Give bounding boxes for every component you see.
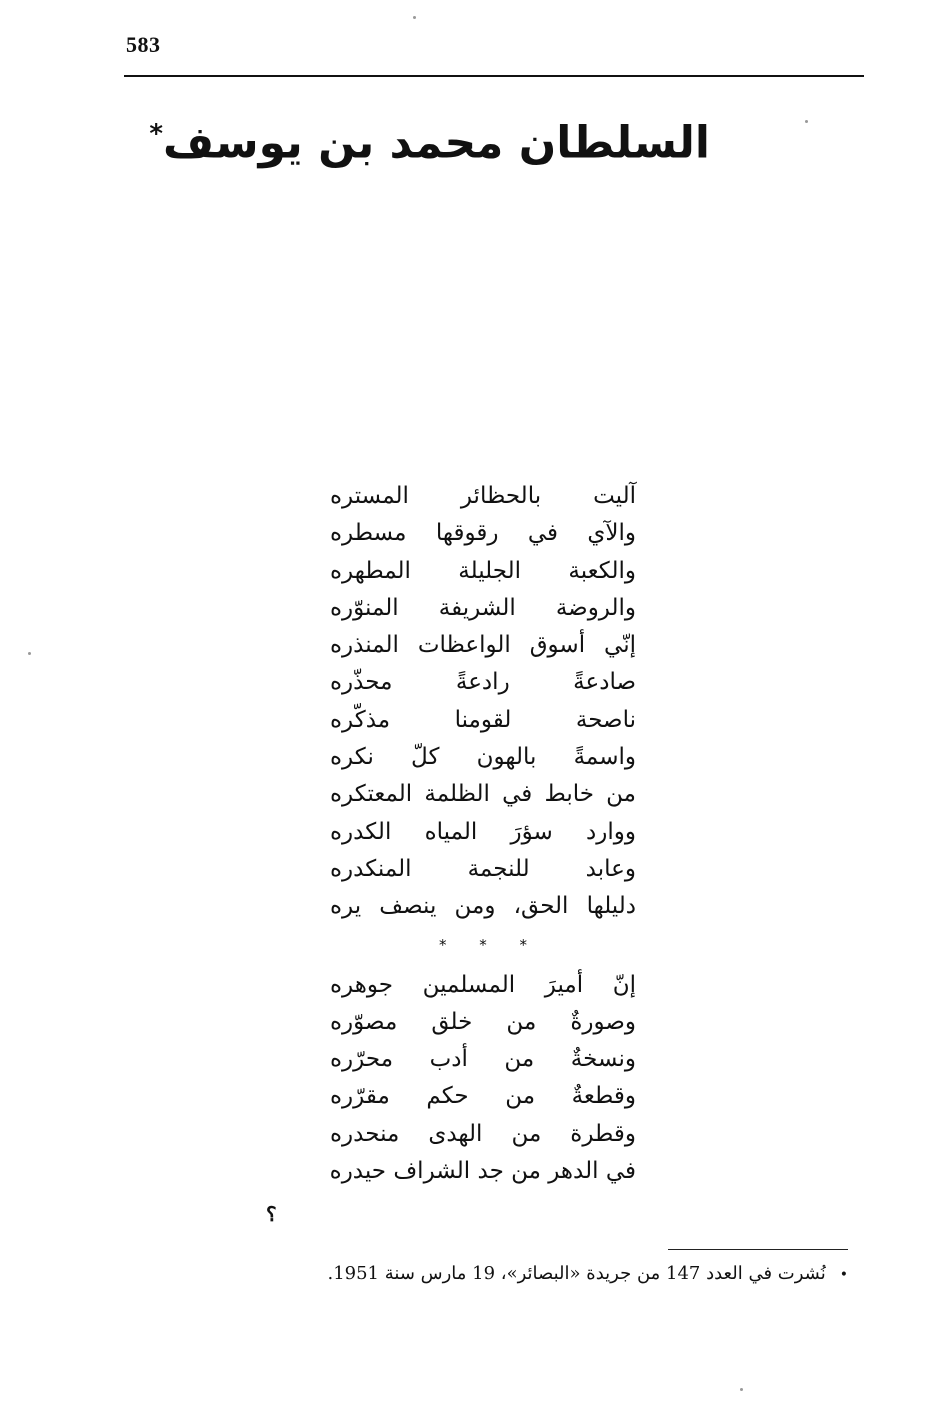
verse-line: في الدهر من جد الشراف حيدره: [329, 1158, 636, 1185]
verse-line: ووارد سؤرَ المياه الكدره: [330, 818, 636, 845]
footnote: [300, 1259, 848, 1290]
paper-speck: [413, 16, 416, 19]
poem: [330, 478, 636, 1190]
verse-line: صادعةً رادعةً محذّره: [330, 669, 636, 696]
page-title: [149, 104, 710, 174]
verse-line: وصورةٌ من خلق مصوّره: [330, 1008, 636, 1035]
verse-line: وقطرة من الهدى منحدره: [330, 1120, 636, 1147]
verse-line: من خابط في الظلمة المعتكره: [330, 781, 636, 808]
verse-line: والآي في رقوقها مسطره: [330, 520, 636, 547]
title-footnote-marker: *: [149, 119, 163, 149]
stanza-separator: * * *: [438, 935, 542, 954]
verse-line: واسمةً بالهون كلّ نكره: [330, 744, 636, 771]
paper-speck: [740, 1388, 743, 1391]
stray-mark: ؟: [266, 1202, 277, 1226]
title-text: السلطان محمد بن يوسف: [163, 117, 710, 169]
page-number: 583: [126, 32, 161, 57]
footnote-text: نُشرت في العدد 147 من جريدة «البصائر»، 19 مارس سنة 1951.: [327, 1263, 826, 1284]
header-rule: [124, 75, 864, 77]
paper-speck: [805, 120, 808, 123]
paper-speck: [28, 652, 31, 655]
verse-line: إنّي أسوق الواعظات المنذره: [330, 632, 636, 659]
footnote-bullet: •: [839, 1267, 848, 1283]
verse-line: وعابد للنجمة المنكدره: [330, 855, 636, 882]
footnote-rule: [668, 1249, 848, 1250]
verse-line: ونسخةٌ من أدب محرّره: [330, 1046, 636, 1073]
verse-line: ناصحة لقومنا مذكّره: [330, 706, 636, 733]
verse-line: دليلها الحق، ومن ينصف يره: [330, 893, 636, 920]
verse-line: والروضة الشريفة المنوّره: [330, 594, 636, 621]
verse-line: إنّ أميرَ المسلمين جوهره: [330, 971, 636, 998]
verse-line: والكعبة الجليلة المطهره: [330, 557, 636, 584]
verse-line: وقطعةٌ من حكم مقرّره: [330, 1083, 636, 1110]
verse-line: آليت بالحظائر المستره: [330, 483, 636, 509]
